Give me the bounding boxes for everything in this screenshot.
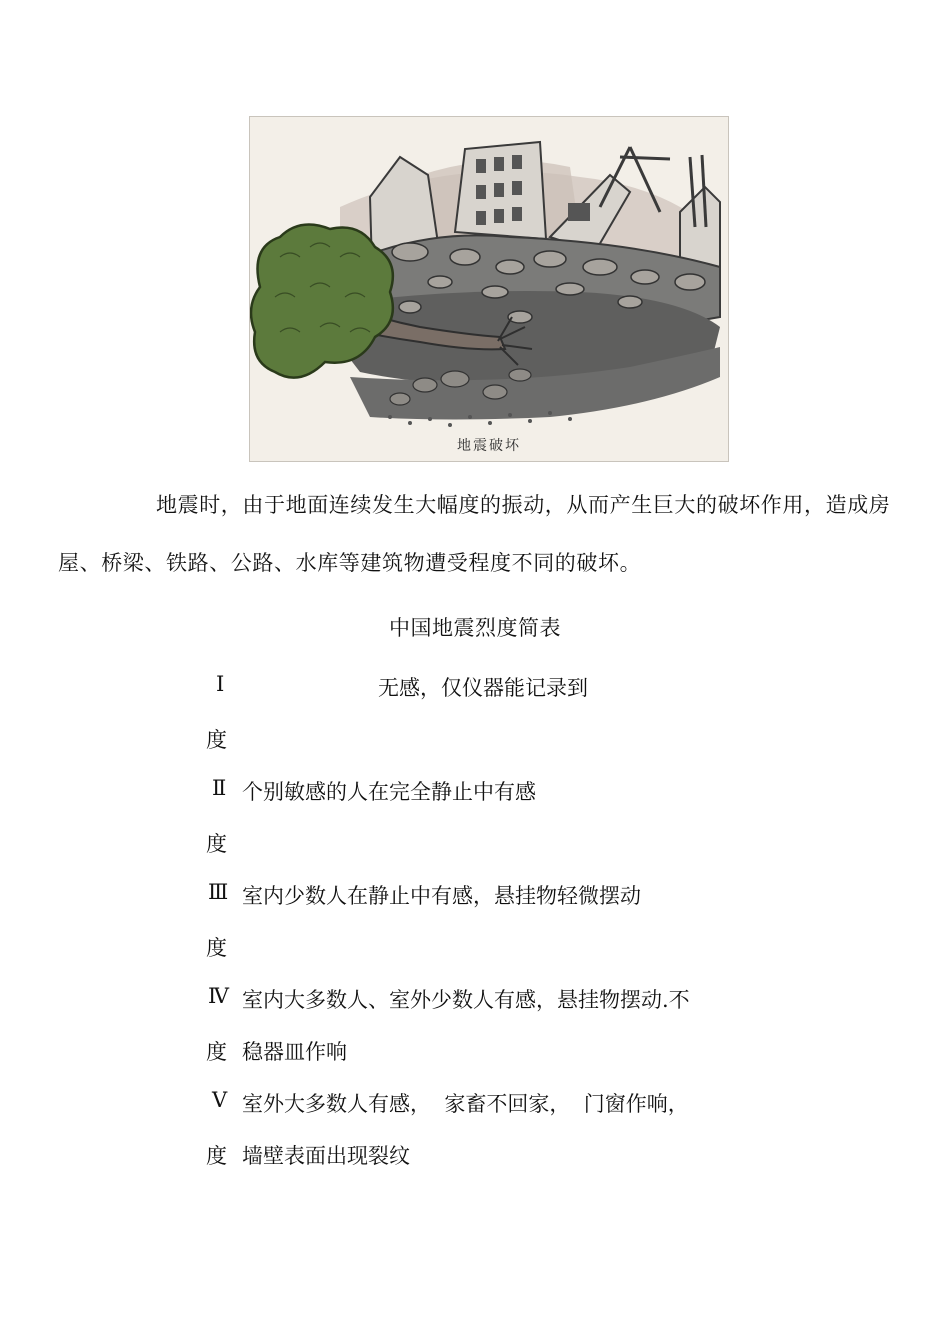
intensity-description: 室内少数人在静止中有感，悬挂物轻微摆动: [242, 884, 641, 908]
earthquake-damage-illustration: [249, 116, 729, 462]
intensity-table-title: 中国地震烈度简表: [389, 616, 561, 640]
intensity-description-cont: 稳器皿作响: [242, 1040, 347, 1064]
intensity-unit: 度: [206, 728, 227, 752]
intensity-description: 室内大多数人、室外少数人有感，悬挂物摆动.不: [242, 988, 690, 1012]
intensity-unit: 度: [206, 936, 227, 960]
intro-paragraph: 地震时，由于地面连续发生大幅度的振动，从而产生巨大的破坏作用，造成房屋、桥梁、铁路、公路、水库等建筑物遭受程度不同的破坏。: [58, 493, 891, 575]
intensity-degree: Ⅴ: [212, 1088, 228, 1112]
intensity-degree: Ⅲ: [208, 880, 229, 904]
intensity-unit: 度: [206, 1040, 227, 1064]
intensity-unit: 度: [206, 832, 227, 856]
earthquake-ruins-drawing: [250, 117, 729, 462]
intensity-degree: Ⅳ: [208, 984, 229, 1008]
intensity-unit: 度: [206, 1144, 227, 1168]
intensity-description-cont: 墙壁表面出现裂纹: [242, 1144, 410, 1168]
figure-caption: 地震破坏: [457, 438, 521, 454]
intensity-description: 无感，仅仪器能记录到: [378, 676, 588, 700]
intensity-degree: Ⅱ: [212, 776, 227, 800]
intensity-degree: Ⅰ: [216, 672, 225, 696]
intensity-description: 室外大多数人有感， 家畜不回家， 门窗作响，: [242, 1092, 689, 1116]
intensity-description: 个别敏感的人在完全静止中有感: [242, 780, 536, 804]
